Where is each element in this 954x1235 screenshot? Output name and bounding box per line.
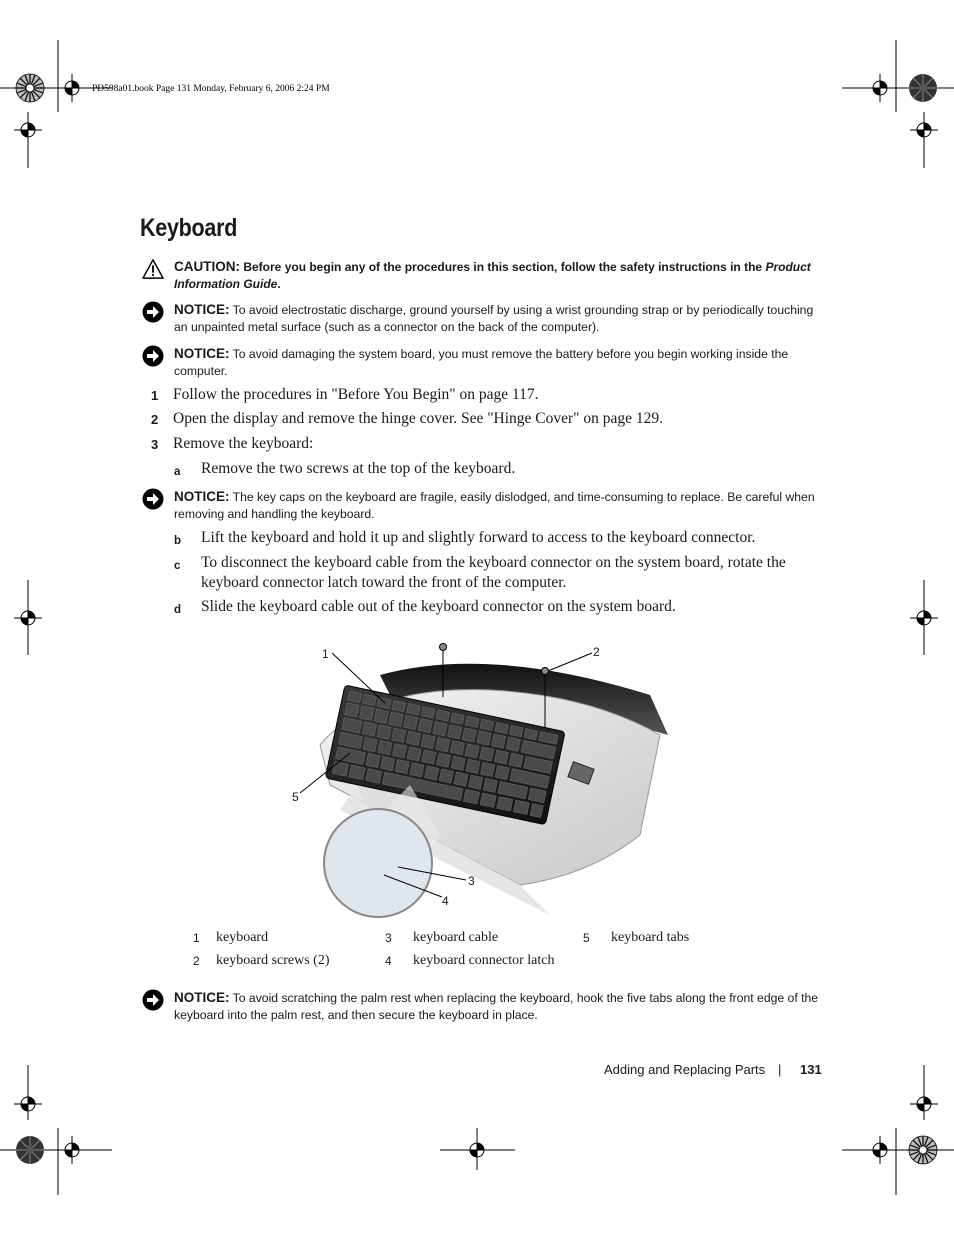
legend-number: 4 (385, 954, 392, 968)
keyboard-removal-illustration (290, 635, 680, 920)
caution-text-end: . (277, 277, 281, 291)
figure-callout-5: 5 (292, 790, 299, 804)
step-number: 1 (151, 388, 159, 403)
substep-text-continued: keyboard connector latch toward the front of the computer. (201, 574, 567, 591)
legend-number: 5 (583, 931, 590, 945)
legend-number: 2 (193, 954, 200, 968)
legend-label: keyboard (216, 930, 269, 945)
step-number: 3 (151, 437, 159, 452)
figure-callout-4: 4 (442, 894, 449, 908)
notice-label: NOTICE: (174, 489, 230, 504)
step-text: Follow the procedures in "Before You Begin" on page 117. (173, 386, 539, 403)
legend-label: keyboard cable (413, 930, 499, 945)
caution-note (140, 258, 830, 293)
notice-text: To avoid damaging the system board, you must remove the battery before you begin working inside the computer. (174, 347, 789, 378)
substep-letter: a (174, 466, 181, 478)
notice-arrow-icon (142, 989, 164, 1011)
notice-palm-rest (140, 989, 830, 1024)
page-title: Keyboard (140, 214, 238, 242)
step-text: Remove the keyboard: (173, 435, 314, 452)
notice-arrow-icon (142, 488, 164, 510)
legend-number: 3 (385, 931, 392, 945)
substep-letter: b (174, 535, 182, 547)
notice-keycaps (140, 488, 830, 523)
legend-label: keyboard connector latch (413, 953, 555, 968)
caution-guide-name: Product Information Guide (174, 260, 811, 291)
substep-text: Slide the keyboard cable out of the keyboard connector on the system board. (201, 598, 676, 615)
substep-letter: d (174, 604, 182, 616)
substep-text: To disconnect the keyboard cable from the keyboard connector on the system board, rotate the (201, 554, 786, 571)
legend-label: keyboard tabs (611, 930, 690, 945)
notice-battery (140, 345, 830, 380)
step-text: Open the display and remove the hinge cover. See "Hinge Cover" on page 129. (173, 410, 664, 427)
legend-number: 1 (193, 931, 200, 945)
figure-callout-1: 1 (322, 647, 329, 661)
figure-callout-3: 3 (468, 874, 475, 888)
step-number: 2 (151, 412, 159, 427)
notice-text: To avoid scratching the palm rest when replacing the keyboard, hook the five tabs along the front edge of the keyboard into the palm rest, and then secure the keyboard in place. (174, 991, 819, 1022)
substep-letter: c (174, 560, 181, 572)
page-number: 131 (800, 1062, 822, 1077)
substep-text: Lift the keyboard and hold it up and slightly forward to access to the keyboard connector. (201, 529, 756, 546)
notice-text: To avoid electrostatic discharge, ground yourself by using a wrist grounding strap or by periodically touching an unpainted metal surface (such as a connector on the back of the computer). (174, 303, 814, 334)
notice-esd (140, 301, 830, 336)
notice-label: NOTICE: (174, 346, 230, 361)
print-header: PD598a01.book Page 131 Monday, February 6, 2006 2:24 PM (92, 84, 330, 94)
warning-triangle-icon (142, 258, 164, 280)
footer-section-title: Adding and Replacing Parts (604, 1062, 766, 1077)
footer-separator: | (778, 1062, 782, 1077)
notice-text: The key caps on the keyboard are fragile, easily dislodged, and time-consuming to replace. Be careful when removing and handling the keyboard. (174, 490, 815, 521)
substep-text: Remove the two screws at the top of the keyboard. (201, 460, 516, 477)
caution-text: Before you begin any of the procedures in this section, follow the safety instructions in the (243, 260, 763, 274)
notice-label: NOTICE: (174, 990, 230, 1005)
notice-arrow-icon (142, 345, 164, 367)
notice-label: NOTICE: (174, 302, 230, 317)
figure-callout-2: 2 (593, 645, 600, 659)
notice-arrow-icon (142, 301, 164, 323)
legend-label: keyboard screws (2) (216, 953, 330, 968)
caution-label: CAUTION: (174, 259, 240, 274)
